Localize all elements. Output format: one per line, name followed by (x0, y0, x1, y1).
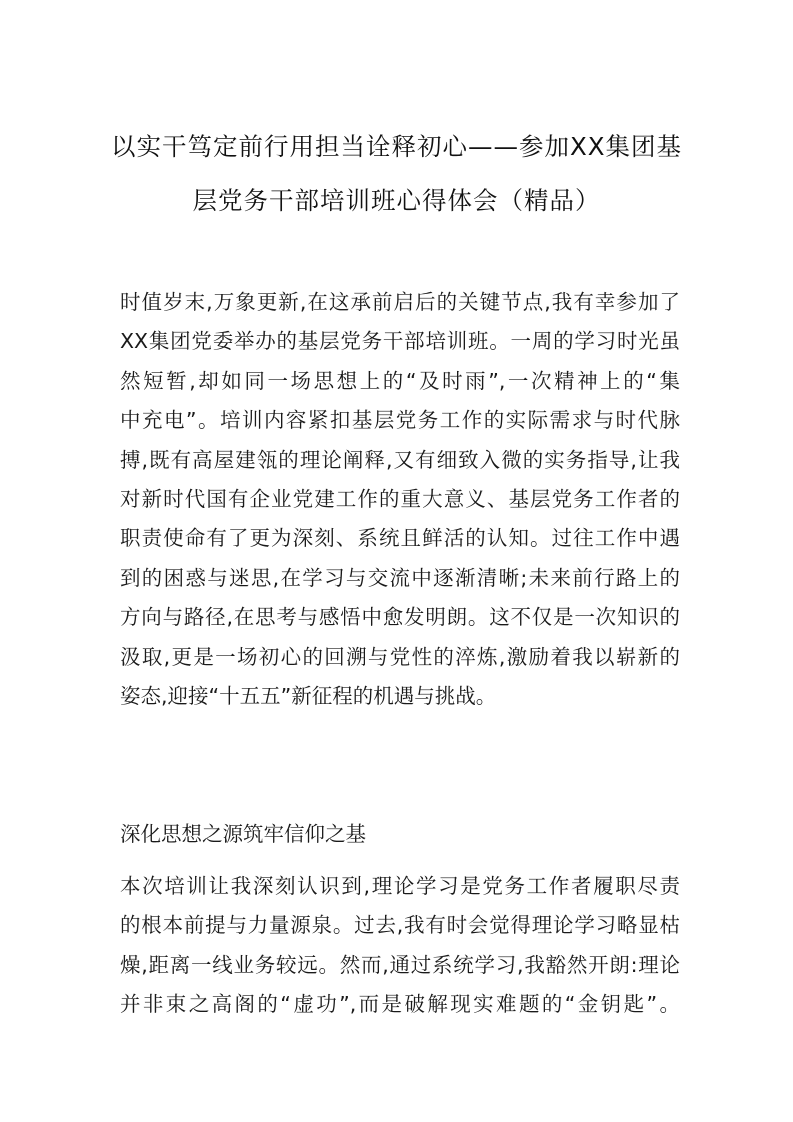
paragraph-line: 中充电”。培训内容紧扣基层党务工作的实际需求与时代脉 (120, 408, 680, 433)
paragraph-line: 方向与路径,在思考与感悟中愈发明朗。这不仅是一次知识的 (120, 605, 680, 630)
paragraph-theory (120, 867, 680, 1025)
paragraph-line: 本次培训让我深刻认识到,理论学习是党务工作者履职尽责 (120, 874, 680, 898)
paragraph-line: 燥,距离一线业务较远。然而,通过系统学习,我豁然开朗:理论 (120, 952, 680, 977)
paragraph-line: 对新时代国有企业党建工作的重大意义、基层党务工作者的 (120, 487, 680, 512)
title-line: 以实干笃定前行用担当诠释初心——参加XX集团基 (110, 132, 683, 161)
paragraph-line: 然短暂,却如同一场思想上的“及时雨”,一次精神上的“集 (120, 368, 680, 393)
paragraph-line: 的根本前提与力量源泉。过去,我有时会觉得理论学习略显枯 (120, 913, 680, 938)
paragraph-line: XX集团党委举办的基层党务干部培训班。一周的学习时光虽 (120, 329, 680, 354)
paragraph-line: 并非束之高阁的“虚功”,而是破解现实难题的“金钥匙”。 (120, 992, 680, 1017)
paragraph-line: 汲取,更是一场初心的回溯与党性的淬炼,激励着我以崭新的 (120, 644, 680, 669)
section-heading (120, 815, 680, 854)
document-title (60, 120, 733, 228)
paragraph-line: 职责使命有了更为深刻、系统且鲜活的认知。过往工作中遇 (120, 526, 680, 551)
title-line: 层党务干部培训班心得体会（精品） (192, 186, 601, 215)
paragraph-line: 搏,既有高屋建瓴的理论阐释,又有细致入微的实务指导,让我 (120, 447, 680, 472)
paragraph-intro (120, 283, 680, 716)
paragraph-line: 时值岁末,万象更新,在这承前启后的关键节点,我有幸参加了 (120, 290, 680, 314)
section-heading-text: 深化思想之源筑牢信仰之基 (120, 822, 366, 846)
paragraph-line: 姿态,迎接“十五五”新征程的机遇与挑战。 (120, 684, 497, 709)
paragraph-line: 到的困惑与迷思,在学习与交流中逐渐清晰;未来前行路上的 (120, 565, 680, 590)
